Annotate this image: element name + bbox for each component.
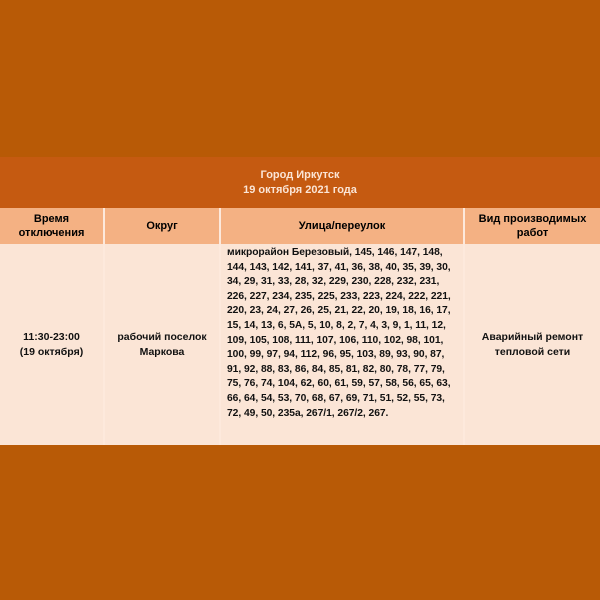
work-line1: Аварийный ремонт [481, 330, 584, 343]
table-row [0, 244, 600, 445]
cell-time [0, 244, 104, 445]
header-work-line2: работ [516, 227, 549, 239]
time-date: (19 октября) [19, 345, 84, 358]
district-line2: Маркова [139, 345, 185, 358]
cell-work [464, 244, 600, 445]
header-time [0, 208, 104, 244]
header-district: Округ [104, 208, 220, 244]
header-street: Улица/переулок [220, 208, 464, 244]
header-work [464, 208, 600, 244]
cell-streets: микрорайон Березовый, 145, 146, 147, 148, 144, 143, 142, 141, 37, 41, 36, 38, 40, 35, 39, 30, 34, 29, 31, 33, 28, 32, 229, 230, 228, 232, 231, 226, 227, 234, 235, 225, 233, 223, 224, 222, 221, 220, 23, 24, 27, 26, 25, 21, 22, 20, 19, 18, 16, 17, 15, 14, 13, 6, 5А, 5, 10, 8, 2, 7, 4, 3, 9, 1, 11, 12, 109, 105, 108, 111, 107, 106, 110, 102, 98, 101, 100, 99, 97, 94, 112, 96, 95, 103, 89, 93, 90, 87, 91, 92, 88, 83, 86, 84, 85, 81, 82, 80, 78, 77, 79, 75, 76, 74, 104, 62, 60, 61, 59, 57, 58, 56, 65, 63, 66, 64, 54, 53, 70, 68, 67, 69, 71, 51, 52, 55, 73, 72, 49, 50, 235а, 267/1, 267/2, 267. [220, 244, 464, 445]
header-time-line1: Время [33, 213, 70, 225]
outage-table [0, 208, 600, 445]
cell-district [104, 244, 220, 445]
header-work-line1: Вид производимых [478, 213, 587, 225]
district-line1: рабочий поселок [117, 330, 207, 343]
header-time-line2: отключения [18, 227, 85, 239]
time-range: 11:30-23:00 [23, 330, 80, 343]
city-title: Город Иркутск [260, 168, 340, 181]
table-header-row [0, 208, 600, 244]
work-line2: тепловой сети [494, 345, 571, 358]
outage-table-container [0, 157, 600, 443]
table-title [0, 157, 600, 208]
date-title: 19 октября 2021 года [243, 183, 357, 196]
